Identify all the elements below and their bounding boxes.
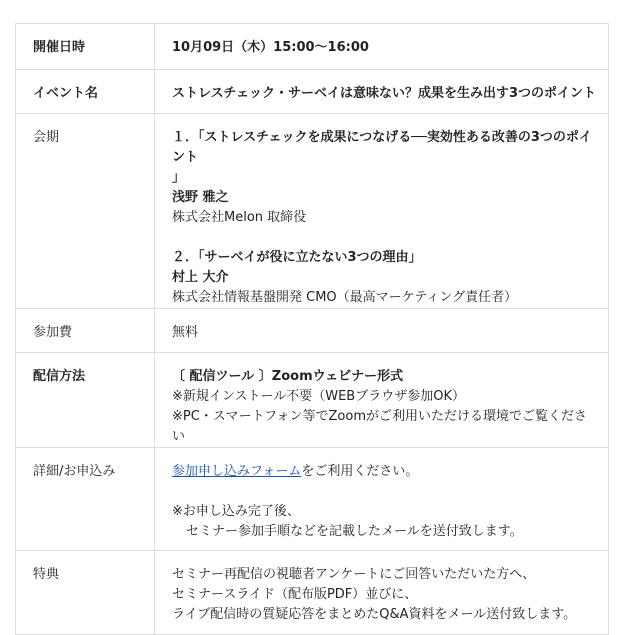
table-row-datetime xyxy=(16,24,609,70)
event-details xyxy=(15,23,609,635)
label-benefit: 特典 xyxy=(16,551,155,635)
session2-speaker: 村上 大介 xyxy=(172,270,229,285)
table-row-benefit xyxy=(16,551,609,635)
table-row-event-name xyxy=(16,70,609,114)
value-datetime: 10月09日（木）15:00〜16:00 xyxy=(155,24,609,70)
label-delivery: 配信方法 xyxy=(16,353,155,448)
benefit-line1: セミナー再配信の視聴者アンケートにご回答いただいた方へ、 xyxy=(172,567,536,582)
value-benefit xyxy=(155,551,609,635)
application-line-rest: をご利用ください。 xyxy=(301,464,419,479)
label-sessions: 会期 xyxy=(16,114,155,309)
label-event-name: イベント名 xyxy=(16,70,155,114)
session1-title-line1: １．「ストレスチェックを成果につなげる──実効性ある改善の3つのポイント xyxy=(172,130,592,165)
session1-title-line2: 」 xyxy=(172,170,186,185)
delivery-note-install: ※新規インストール不要（WEBブラウザ参加OK） xyxy=(172,389,465,404)
value-sessions xyxy=(155,114,609,309)
application-note-line1: ※お申し込み完了後、 xyxy=(172,504,300,519)
value-application xyxy=(155,448,609,551)
application-line xyxy=(172,462,598,482)
table-row-fee xyxy=(16,309,609,353)
table-row-delivery xyxy=(16,353,609,448)
application-form-link[interactable]: 参加申し込みフォーム xyxy=(172,464,302,479)
benefit-line3: ライブ配信時の質疑応答をまとめたQ&A資料をメール送付致します。 xyxy=(172,607,577,622)
table-row-application xyxy=(16,448,609,551)
value-fee: 無料 xyxy=(155,309,609,353)
spacer xyxy=(172,228,598,248)
delivery-note-device: ※PC・スマートフォン等でZoomがご利用いただける環境でご覧ください xyxy=(172,409,587,444)
delivery-tool: 〔 配信ツール 〕Zoomウェビナー形式 xyxy=(172,369,404,384)
value-event-name: ストレスチェック・サーベイは意味ない？成果を生み出す3つのポイント xyxy=(155,70,609,114)
label-fee: 参加費 xyxy=(16,309,155,353)
label-application: 詳細/お申込み xyxy=(16,448,155,551)
session2-title: ２．「サーベイが役に立たない3つの理由」 xyxy=(172,250,422,265)
benefit-line2: セミナースライド（配布版PDF）並びに、 xyxy=(172,587,418,602)
session2-affiliation: 株式会社情報基盤開発 CMO（最高マーケティング責任者） xyxy=(172,290,518,305)
table-row-sessions xyxy=(16,114,609,309)
event-info-table xyxy=(15,23,609,635)
session1-affiliation: 株式会社Melon 取締役 xyxy=(172,210,307,225)
value-delivery xyxy=(155,353,609,448)
session1-speaker: 浅野 雅之 xyxy=(172,190,229,205)
spacer xyxy=(172,482,598,502)
label-datetime: 開催日時 xyxy=(16,24,155,70)
application-note-line2: セミナー参加手順などを記載したメールを送付致します。 xyxy=(186,524,523,539)
